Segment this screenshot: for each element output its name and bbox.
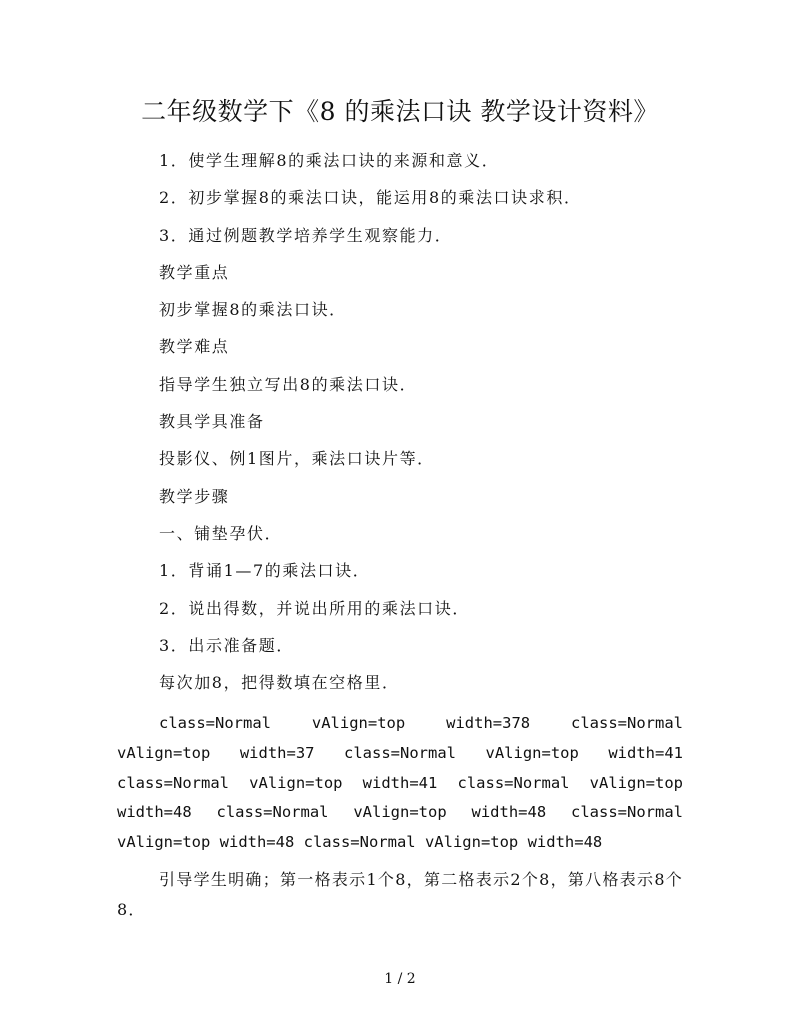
exercise-instruction: 每次加8，把得数填在空格里．	[159, 673, 400, 693]
step-item-1: 1．背诵1—7的乘法口诀．	[159, 561, 371, 581]
objective-2: 2．初步掌握8的乘法口诀，能运用8的乘法口诀求积．	[159, 188, 582, 208]
key-points-text: 初步掌握8的乘法口诀．	[159, 300, 347, 320]
objective-1: 1．使学生理解8的乘法口诀的来源和意义．	[159, 151, 500, 170]
materials-text: 投影仪、例1图片，乘法口诀片等．	[159, 449, 435, 469]
page-title: 二年级数学下《8 的乘法口诀 教学设计资料》	[141, 97, 659, 126]
section-heading-steps: 教学步骤	[159, 486, 230, 506]
section-heading-key-points: 教学重点	[159, 262, 230, 282]
section-heading-difficulties: 教学难点	[159, 337, 230, 357]
step-item-3: 3．出示准备题．	[159, 635, 294, 655]
section-heading-materials: 教具学具准备	[159, 412, 265, 432]
table-residue-text: class=Normal vAlign=top width=378 class=Normal vAlign=top width=37 class=Normal vAlign=top width=41 class=Normal vAlign=top width=41 class=Normal vAlign=top width=48 class=Normal vAlign=top width=48 class=Normal vAlign=top width=48 class=Normal vAlign=top width=48	[117, 714, 683, 851]
step-heading-1: 一、铺垫孕伏．	[159, 523, 283, 543]
document-body	[117, 142, 683, 925]
difficulties-text: 指导学生独立写出8的乘法口诀．	[159, 374, 418, 394]
step-item-2: 2．说出得数，并说出所用的乘法口诀．	[159, 598, 470, 618]
explanation-paragraph: 引导学生明确；第一格表示1个8，第二格表示2个8，第八格表示8个8．	[117, 870, 683, 920]
objective-3: 3．通过例题教学培养学生观察能力．	[159, 225, 453, 245]
page-number: 1 / 2	[384, 971, 416, 987]
